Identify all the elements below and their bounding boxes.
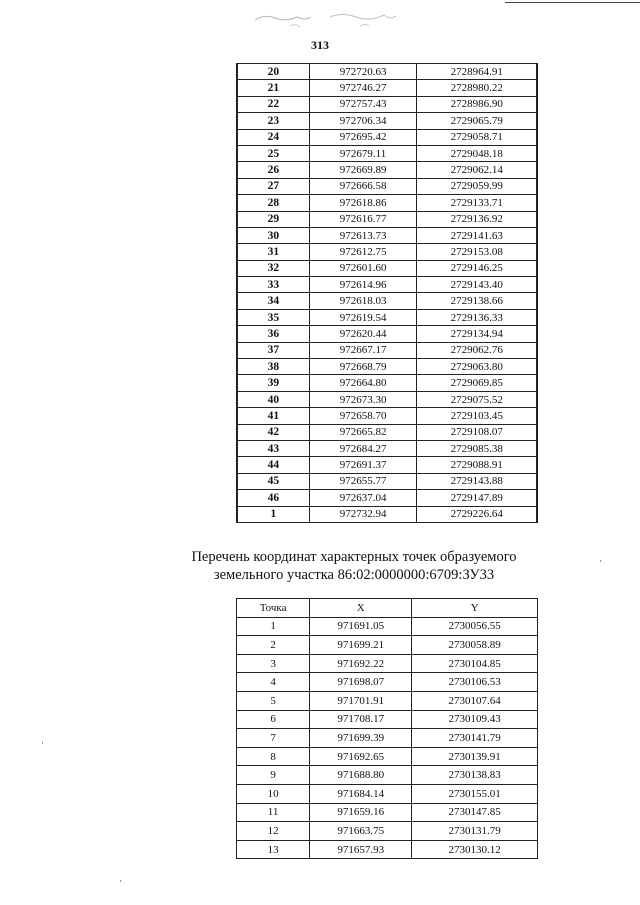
column-header-point: Точка — [237, 599, 310, 618]
point-number-cell: 13 — [237, 840, 310, 859]
point-number-cell: 11 — [237, 803, 310, 822]
table-row — [237, 178, 537, 194]
x-coordinate-cell: 972746.27 — [309, 80, 417, 96]
table-row — [237, 342, 537, 358]
table-row — [237, 747, 538, 766]
table-row — [237, 424, 537, 440]
x-coordinate-cell: 972732.94 — [309, 506, 417, 522]
x-coordinate-cell: 972666.58 — [309, 178, 417, 194]
table-row — [237, 113, 537, 129]
section-title-line-1: Перечень координат характерных точек образуемого — [191, 549, 517, 565]
x-coordinate-cell: 972667.17 — [309, 342, 417, 358]
x-coordinate-cell: 972695.42 — [309, 129, 417, 145]
table-row — [237, 473, 537, 489]
coordinates-table-continued — [236, 63, 538, 523]
point-number-cell: 1 — [237, 506, 309, 522]
y-coordinate-cell: 2730147.85 — [412, 803, 538, 822]
scan-noise-mark — [250, 8, 420, 30]
point-number-cell: 36 — [237, 326, 309, 342]
x-coordinate-cell: 971657.93 — [310, 840, 412, 859]
y-coordinate-cell: 2730109.43 — [412, 710, 538, 729]
y-coordinate-cell: 2729058.71 — [417, 129, 537, 145]
point-number-cell: 3 — [237, 654, 310, 673]
y-coordinate-cell: 2729143.88 — [417, 473, 537, 489]
y-coordinate-cell: 2729141.63 — [417, 227, 537, 243]
y-coordinate-cell: 2730131.79 — [412, 822, 538, 841]
point-number-cell: 30 — [237, 227, 309, 243]
point-number-cell: 25 — [237, 145, 309, 161]
x-coordinate-cell: 972618.86 — [309, 195, 417, 211]
point-number-cell: 44 — [237, 457, 309, 473]
y-coordinate-cell: 2730106.53 — [412, 673, 538, 692]
table-row — [237, 391, 537, 407]
point-number-cell: 40 — [237, 391, 309, 407]
y-coordinate-cell: 2730141.79 — [412, 729, 538, 748]
x-coordinate-cell: 971692.65 — [310, 747, 412, 766]
point-number-cell: 1 — [237, 617, 310, 636]
table-row — [237, 691, 538, 710]
x-coordinate-cell: 971701.91 — [310, 691, 412, 710]
scan-speck — [42, 742, 43, 744]
table-row — [237, 636, 538, 655]
point-number-cell: 20 — [237, 64, 309, 80]
x-coordinate-cell: 972706.34 — [309, 113, 417, 129]
y-coordinate-cell: 2729136.92 — [417, 211, 537, 227]
table-row — [237, 260, 537, 276]
table-row — [237, 617, 538, 636]
x-coordinate-cell: 972616.77 — [309, 211, 417, 227]
point-number-cell: 43 — [237, 440, 309, 456]
table-row — [237, 359, 537, 375]
y-coordinate-cell: 2730138.83 — [412, 766, 538, 785]
x-coordinate-cell: 972658.70 — [309, 408, 417, 424]
y-coordinate-cell: 2729062.14 — [417, 162, 537, 178]
section-title — [0, 548, 640, 584]
point-number-cell: 27 — [237, 178, 309, 194]
point-number-cell: 5 — [237, 691, 310, 710]
table-row — [237, 710, 538, 729]
x-coordinate-cell: 972684.27 — [309, 440, 417, 456]
x-coordinate-cell: 971699.21 — [310, 636, 412, 655]
x-coordinate-cell: 972757.43 — [309, 96, 417, 112]
coordinates-table-body — [237, 617, 538, 859]
y-coordinate-cell: 2728986.90 — [417, 96, 537, 112]
y-coordinate-cell: 2730107.64 — [412, 691, 538, 710]
table-row — [237, 96, 537, 112]
column-header-x: X — [310, 599, 412, 618]
x-coordinate-cell: 972655.77 — [309, 473, 417, 489]
y-coordinate-cell: 2729103.45 — [417, 408, 537, 424]
x-coordinate-cell: 972620.44 — [309, 326, 417, 342]
point-number-cell: 4 — [237, 673, 310, 692]
y-coordinate-cell: 2729085.38 — [417, 440, 537, 456]
table-row — [237, 766, 538, 785]
column-header-y: Y — [412, 599, 538, 618]
x-coordinate-cell: 971692.22 — [310, 654, 412, 673]
point-number-cell: 6 — [237, 710, 310, 729]
point-number-cell: 31 — [237, 244, 309, 260]
point-number-cell: 29 — [237, 211, 309, 227]
point-number-cell: 2 — [237, 636, 310, 655]
y-coordinate-cell: 2729065.79 — [417, 113, 537, 129]
table-row — [237, 375, 537, 391]
y-coordinate-cell: 2729133.71 — [417, 195, 537, 211]
x-coordinate-cell: 972612.75 — [309, 244, 417, 260]
y-coordinate-cell: 2728980.22 — [417, 80, 537, 96]
x-coordinate-cell: 972665.82 — [309, 424, 417, 440]
x-coordinate-cell: 972668.79 — [309, 359, 417, 375]
point-number-cell: 9 — [237, 766, 310, 785]
x-coordinate-cell: 972691.37 — [309, 457, 417, 473]
y-coordinate-cell: 2729146.25 — [417, 260, 537, 276]
y-coordinate-cell: 2729147.89 — [417, 490, 537, 506]
point-number-cell: 42 — [237, 424, 309, 440]
table-row — [237, 80, 537, 96]
point-number-cell: 45 — [237, 473, 309, 489]
y-coordinate-cell: 2728964.91 — [417, 64, 537, 80]
table-row — [237, 145, 537, 161]
x-coordinate-cell: 972637.04 — [309, 490, 417, 506]
table-row — [237, 673, 538, 692]
y-coordinate-cell: 2730058.89 — [412, 636, 538, 655]
coordinates-table-body — [237, 64, 537, 523]
x-coordinate-cell: 971691.05 — [310, 617, 412, 636]
x-coordinate-cell: 972673.30 — [309, 391, 417, 407]
point-number-cell: 24 — [237, 129, 309, 145]
point-number-cell: 26 — [237, 162, 309, 178]
point-number-cell: 38 — [237, 359, 309, 375]
point-number-cell: 8 — [237, 747, 310, 766]
point-number-cell: 33 — [237, 277, 309, 293]
table-header-row — [237, 599, 538, 618]
table-row — [237, 490, 537, 506]
point-number-cell: 34 — [237, 293, 309, 309]
x-coordinate-cell: 971688.80 — [310, 766, 412, 785]
x-coordinate-cell: 972618.03 — [309, 293, 417, 309]
scan-speck — [600, 560, 601, 562]
page-number: 313 — [311, 38, 329, 52]
point-number-cell: 37 — [237, 342, 309, 358]
table-row — [237, 803, 538, 822]
y-coordinate-cell: 2729108.07 — [417, 424, 537, 440]
point-number-cell: 10 — [237, 784, 310, 803]
x-coordinate-cell: 972720.63 — [309, 64, 417, 80]
y-coordinate-cell: 2729143.40 — [417, 277, 537, 293]
section-title-line-2: земельного участка 86:02:0000000:6709:ЗУ33 — [213, 567, 495, 583]
scan-edge-line — [505, 2, 640, 3]
point-number-cell: 35 — [237, 309, 309, 325]
y-coordinate-cell: 2729134.94 — [417, 326, 537, 342]
table-row — [237, 840, 538, 859]
y-coordinate-cell: 2729062.76 — [417, 342, 537, 358]
table-row — [237, 244, 537, 260]
point-number-cell: 7 — [237, 729, 310, 748]
y-coordinate-cell: 2730155.01 — [412, 784, 538, 803]
table-row — [237, 64, 537, 80]
table-row — [237, 654, 538, 673]
table-row — [237, 326, 537, 342]
x-coordinate-cell: 972664.80 — [309, 375, 417, 391]
point-number-cell: 23 — [237, 113, 309, 129]
x-coordinate-cell: 971659.16 — [310, 803, 412, 822]
table-row — [237, 277, 537, 293]
x-coordinate-cell: 972669.89 — [309, 162, 417, 178]
point-number-cell: 41 — [237, 408, 309, 424]
y-coordinate-cell: 2729088.91 — [417, 457, 537, 473]
table-row — [237, 506, 537, 522]
table-row — [237, 729, 538, 748]
point-number-cell: 28 — [237, 195, 309, 211]
point-number-cell: 21 — [237, 80, 309, 96]
y-coordinate-cell: 2729075.52 — [417, 391, 537, 407]
y-coordinate-cell: 2730130.12 — [412, 840, 538, 859]
y-coordinate-cell: 2729069.85 — [417, 375, 537, 391]
point-number-cell: 46 — [237, 490, 309, 506]
y-coordinate-cell: 2730139.91 — [412, 747, 538, 766]
x-coordinate-cell: 972619.54 — [309, 309, 417, 325]
table-row — [237, 129, 537, 145]
y-coordinate-cell: 2730104.85 — [412, 654, 538, 673]
table-row — [237, 440, 537, 456]
scan-speck — [120, 880, 121, 882]
point-number-cell: 32 — [237, 260, 309, 276]
y-coordinate-cell: 2729136.33 — [417, 309, 537, 325]
x-coordinate-cell: 971699.39 — [310, 729, 412, 748]
point-number-cell: 22 — [237, 96, 309, 112]
x-coordinate-cell: 972601.60 — [309, 260, 417, 276]
x-coordinate-cell: 971708.17 — [310, 710, 412, 729]
table-row — [237, 293, 537, 309]
x-coordinate-cell: 972614.96 — [309, 277, 417, 293]
point-number-cell: 12 — [237, 822, 310, 841]
x-coordinate-cell: 972679.11 — [309, 145, 417, 161]
y-coordinate-cell: 2729063.80 — [417, 359, 537, 375]
table-row — [237, 309, 537, 325]
x-coordinate-cell: 971698.07 — [310, 673, 412, 692]
table-row — [237, 162, 537, 178]
x-coordinate-cell: 971684.14 — [310, 784, 412, 803]
table-row — [237, 784, 538, 803]
y-coordinate-cell: 2730056.55 — [412, 617, 538, 636]
table-row — [237, 457, 537, 473]
y-coordinate-cell: 2729059.99 — [417, 178, 537, 194]
table-row — [237, 195, 537, 211]
x-coordinate-cell: 972613.73 — [309, 227, 417, 243]
y-coordinate-cell: 2729226.64 — [417, 506, 537, 522]
y-coordinate-cell: 2729138.66 — [417, 293, 537, 309]
y-coordinate-cell: 2729048.18 — [417, 145, 537, 161]
coordinates-table-zu33 — [236, 598, 538, 859]
table-row — [237, 211, 537, 227]
point-number-cell: 39 — [237, 375, 309, 391]
table-row — [237, 227, 537, 243]
x-coordinate-cell: 971663.75 — [310, 822, 412, 841]
table-row — [237, 822, 538, 841]
y-coordinate-cell: 2729153.08 — [417, 244, 537, 260]
table-row — [237, 408, 537, 424]
